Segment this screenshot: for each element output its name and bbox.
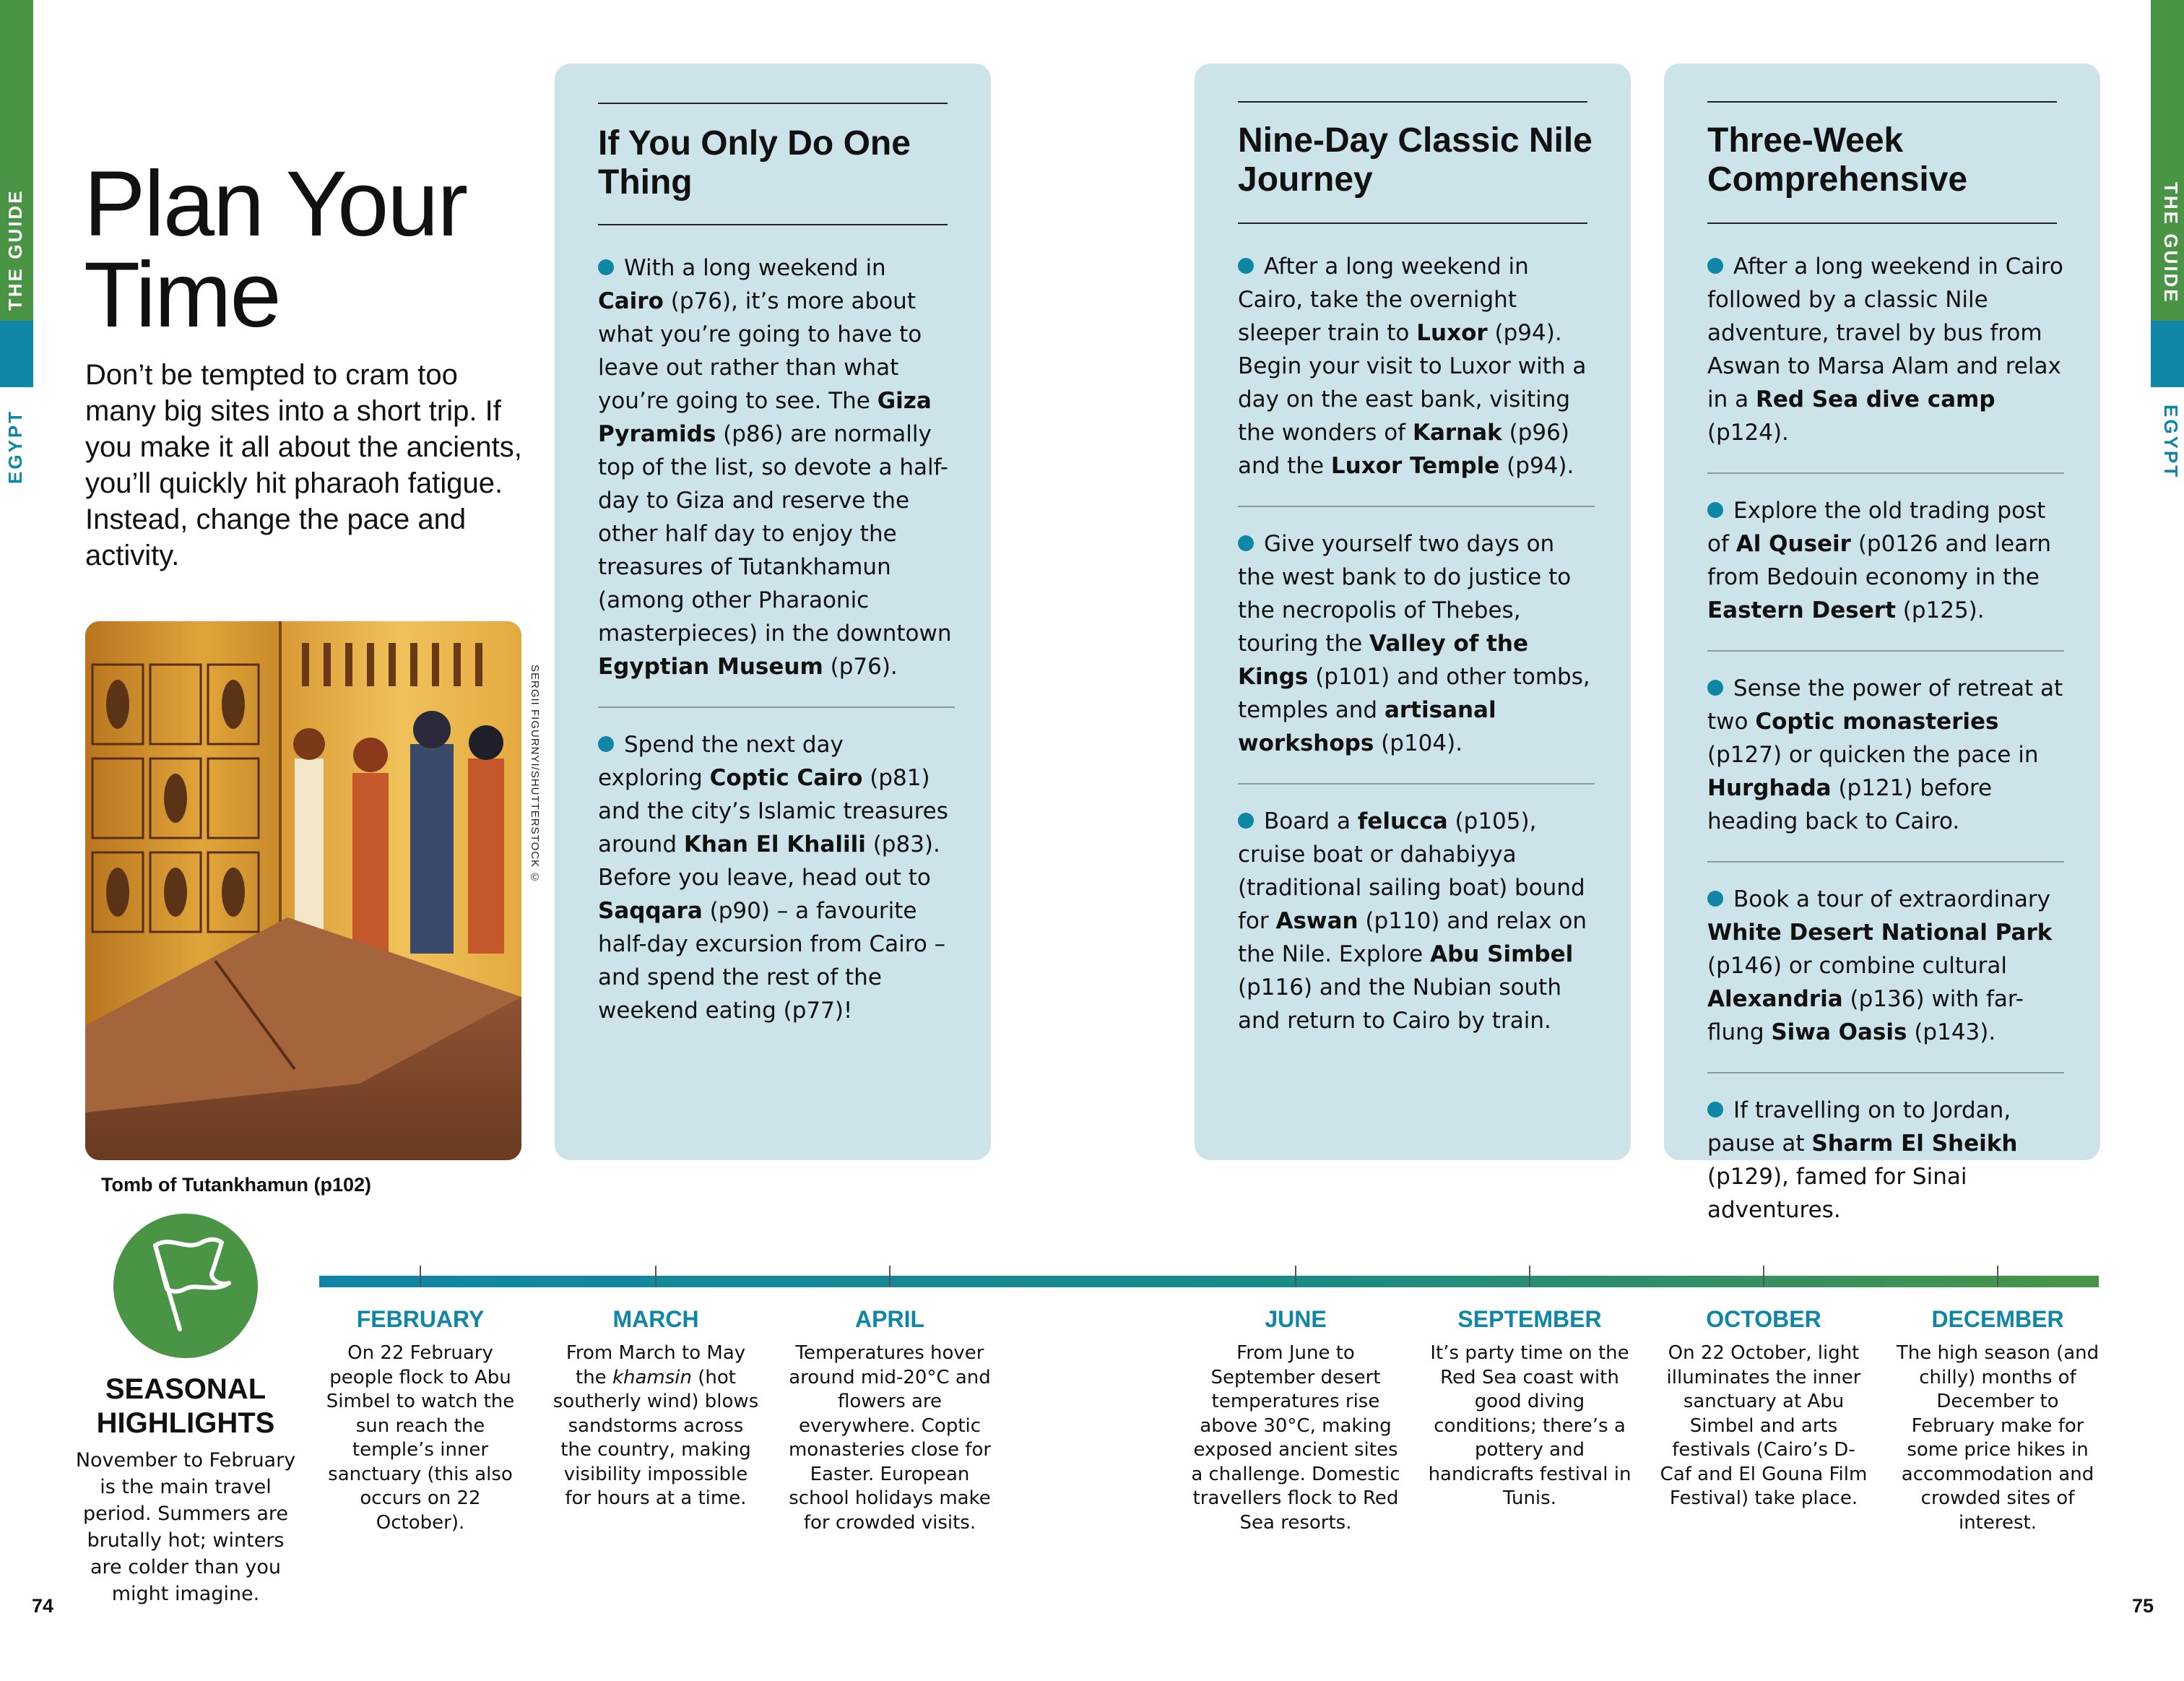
month-name: DECEMBER [1931,1306,2064,1332]
card-bullet: After a long weekend in Cairo, take the overnight sleeper train to Luxor (p94). Begin your visit to Luxor with a day on the east bank, visiting the wonders of Karnak (p96) and the Luxor Temple (p94). [1238,230,1595,507]
seasonal-intro: November to February is the main travel period. Summers are brutally hot; winters are colder than you might imagine. [75,1449,296,1605]
card-bullet: After a long weekend in Cairo followed by a classic Nile adventure, travel by bus from Aswan to Marsa Alam and relax in a Red Sea dive camp (p124). [1707,230,2064,474]
timeline-tick [420,1266,421,1287]
timeline-tick [1529,1266,1530,1287]
right-country-tab [2151,321,2184,387]
seasonal-title [72,1373,299,1440]
month-october [1659,1306,1868,1511]
bullet-dot-icon [1238,258,1254,274]
month-march [551,1306,760,1511]
card-top-rule [1238,101,1587,103]
timeline-tick [655,1266,656,1287]
card-bullets [598,231,955,1050]
timeline-tick [889,1266,890,1287]
seasonal-title-line2: HIGHLIGHTS [96,1407,275,1439]
month-text: Temperatures hover around mid-20°C and flowers are everywhere. Coptic monasteries close for Easter. European school holidays make for crowded visits. [788,1342,992,1534]
month-text: On 22 February people flock to Abu Simbel to watch the sun reach the temple’s inner sanctuary (this also occurs on 22 October). [326,1342,515,1534]
month-december [1893,1306,2102,1535]
month-name: APRIL [855,1306,924,1332]
left-country-tab [0,321,33,387]
month-april [785,1306,994,1535]
bullet-dot-icon [1238,813,1254,829]
timeline-tick [1763,1266,1764,1287]
bullet-dot-icon [1707,891,1723,907]
card-title: Three-Week Comprehensive [1707,121,1968,199]
photo-caption: Tomb of Tutankhamun (p102) [101,1174,371,1196]
month-text: From March to May the khamsin (hot southerly wind) blows sandstorms across the country, making visibility impossible for hours at a time. [552,1342,759,1509]
card-bullet: If travelling on to Jordan, pause at Sharm El Sheikh (p129), famed for Sinai adventures. [1707,1097,2018,1223]
right-country-label: EGYPT [2160,405,2182,480]
card-top-rule [598,103,948,104]
month-text: From June to September desert temperatures rise above 30°C, making exposed ancient sites a challenge. Domestic travellers flock to Red Sea resorts. [1191,1342,1400,1534]
left-section-label: THE GUIDE [4,189,26,311]
tomb-photo [85,621,521,1160]
card-bullet: Sense the power of retreat at two Coptic monasteries (p127) or quicken the pace in Hurghada (p121) before heading back to Cairo. [1707,652,2064,863]
month-text: The high season (and chilly) months of December to February make for some price hikes in accommodation and crowded sites of interest. [1896,1342,2100,1534]
page-title-line1: Plan Your [84,152,467,256]
month-name: MARCH [612,1306,699,1332]
card-bullets [1707,230,2064,1250]
card-nine-day [1195,64,1631,1160]
month-name: FEBRUARY [356,1306,485,1332]
flag-icon [113,1214,258,1358]
right-section-label: THE GUIDE [2160,182,2182,304]
card-title-rule [598,224,948,225]
card-title-rule [1707,222,2057,224]
card-top-rule [1707,101,2057,103]
bullet-dot-icon [598,259,614,275]
card-title: Nine-Day Classic Nile Journey [1238,121,1592,199]
bullet-dot-icon [598,736,614,752]
card-three-week [1664,64,2100,1223]
bullet-dot-icon [1707,680,1723,696]
timeline-tick [1295,1266,1296,1287]
page-number-right: 75 [2132,1595,2154,1617]
bullet-dot-icon [1707,1102,1723,1118]
card-bullet: Explore the old trading post of Al Quseir (p0126 and learn from Bedouin economy in the Eastern Desert (p125). [1707,474,2064,652]
month-june [1191,1306,1400,1535]
card-bullet: Book a tour of extraordinary White Desert National Park (p146) or combine cultural Alexandria (p136) with far-flung Siwa Oasis (p143). [1707,863,2064,1073]
intro-text: Don’t be tempted to cram too many big sites into a short trip. If you make it all about the ancients, you’ll quickly hit pharaoh fatigue. Instead, change the pace and activity. [85,359,522,571]
bullet-dot-icon [1238,535,1254,551]
month-text: It’s party time on the Red Sea coast with good diving conditions; there’s a pottery and handicrafts festival in Tunis. [1428,1342,1632,1509]
month-september [1425,1306,1634,1511]
seasonal-title-line1: SEASONAL [105,1373,266,1405]
month-name: SEPTEMBER [1457,1306,1602,1332]
page-number-left: 74 [32,1595,54,1617]
bullet-dot-icon [1707,502,1723,518]
card-title-rule [1238,222,1587,224]
page-title [84,152,467,347]
month-name: JUNE [1265,1306,1327,1332]
timeline-bar [319,1276,2099,1287]
month-text: On 22 October, light illuminates the inner sanctuary at Abu Simbel and arts festivals (Cairo’s D-Caf and El Gouna Film Festival) take place. [1660,1342,1868,1509]
card-bullet: Give yourself two days on the west bank to do justice to the necropolis of Thebes, touring the Valley of the Kings (p101) and other tombs, temples and artisanal workshops (p104). [1238,507,1595,785]
card-one-thing [555,64,991,1160]
card-bullet: Board a felucca (p105), cruise boat or dahabiyya (traditional sailing boat) bound for Aswan (p110) and relax on the Nile. Explore Abu Simbel (p116) and the Nubian south and return to Cairo by train. [1238,808,1587,1034]
card-bullet: Spend the next day exploring Coptic Cairo (p81) and the city’s Islamic treasures around Khan El Khalili (p83). Before you leave, head out to Saqqara (p90) – a favourite half-day excursion from Cairo – and spend the rest of the weekend eating (p77)! [598,732,948,1024]
card-title: If You Only Do One Thing [598,124,911,202]
month-name: OCTOBER [1706,1306,1821,1332]
left-country-label: EGYPT [4,409,26,484]
card-bullets [1238,230,1595,1060]
card-bullet: With a long weekend in Cairo (p76), it’s more about what you’re going to have to leave out rather than what you’re going to see. The Giza Pyramids (p86) are normally top of the list, so devote a half-day to Giza and reserve the other half day to enjoy the treasures of Tutankhamun (among other Pharaonic masterpieces) in the downtown Egyptian Museum (p76). [598,231,955,708]
page-title-line2: Time [84,243,280,347]
timeline-tick [1997,1266,1998,1287]
month-february [316,1306,525,1535]
bullet-dot-icon [1707,258,1723,274]
photo-credit: SERGII FIGURNYI/SHUTTERSTOCK © [529,665,541,885]
